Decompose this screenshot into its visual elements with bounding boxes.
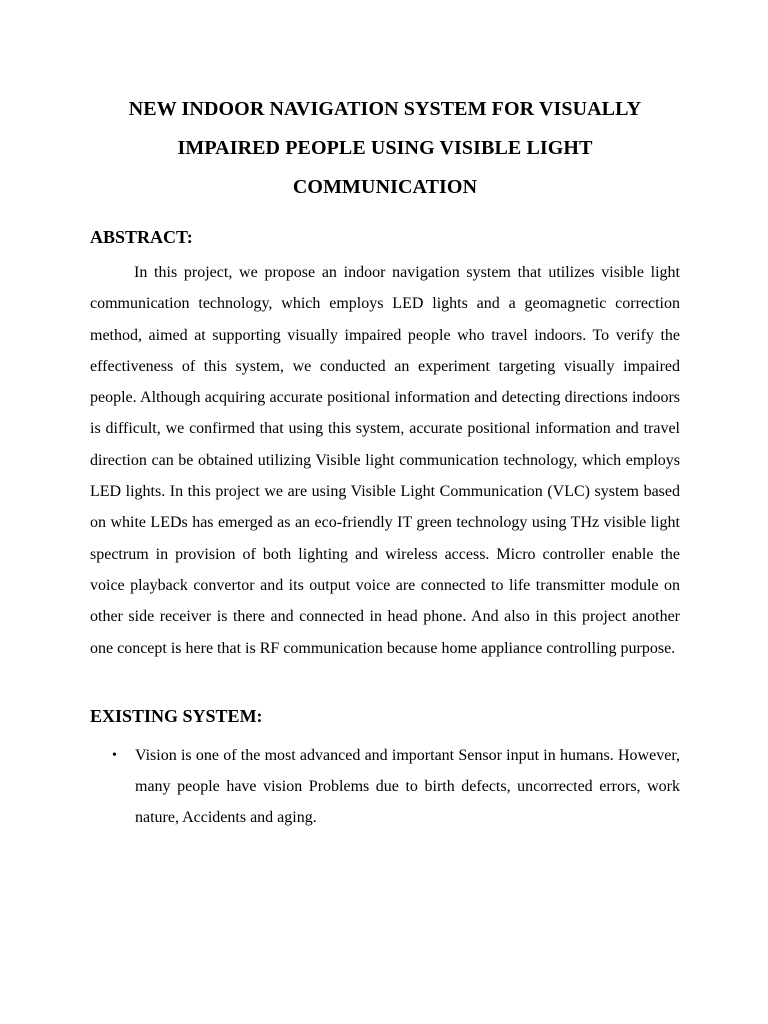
title-line: COMMUNICATION: [292, 176, 478, 198]
abstract-heading: ABSTRACT:: [90, 227, 193, 247]
list-item: [90, 740, 680, 834]
existing-system-heading: EXISTING SYSTEM:: [90, 705, 263, 726]
list-item-text: Vision is one of the most advanced and important Sensor input in humans. However, many people have vision Problems due to birth defects, uncorrected errors, work nature, Accidents and aging.: [135, 746, 680, 827]
bullet-icon: •: [112, 747, 117, 763]
abstract-paragraph: In this project, we propose an indoor navigation system that utilizes visible light communication technology, which employs LED lights and a geomagnetic correction method, aimed at supporting visually impaired people who travel indoors. To verify the effectiveness of this system, we conducted an experiment targeting visually impaired people. Although acquiring accurate positional information and detecting directions indoors is difficult, we confirmed that using this system, accurate positional information and travel direction can be obtained utilizing Visible light communication technology, which employs LED lights. In this project we are using Visible Light Communication (VLC) system based on white LEDs has emerged as an eco-friendly IT green technology using THz visible light spectrum in provision of both lighting and wireless access. Micro controller enable the voice playback convertor and its output voice are connected to life transmitter module on other side receiver is there and connected in head phone. And also in this project another one concept is here that is RF communication because home appliance controlling purpose.: [90, 264, 680, 657]
existing-system-list: [90, 740, 680, 834]
document-title: [90, 90, 680, 207]
title-line: NEW INDOOR NAVIGATION SYSTEM FOR VISUALLY: [128, 98, 642, 120]
title-line: IMPAIRED PEOPLE USING VISIBLE LIGHT: [177, 137, 593, 159]
